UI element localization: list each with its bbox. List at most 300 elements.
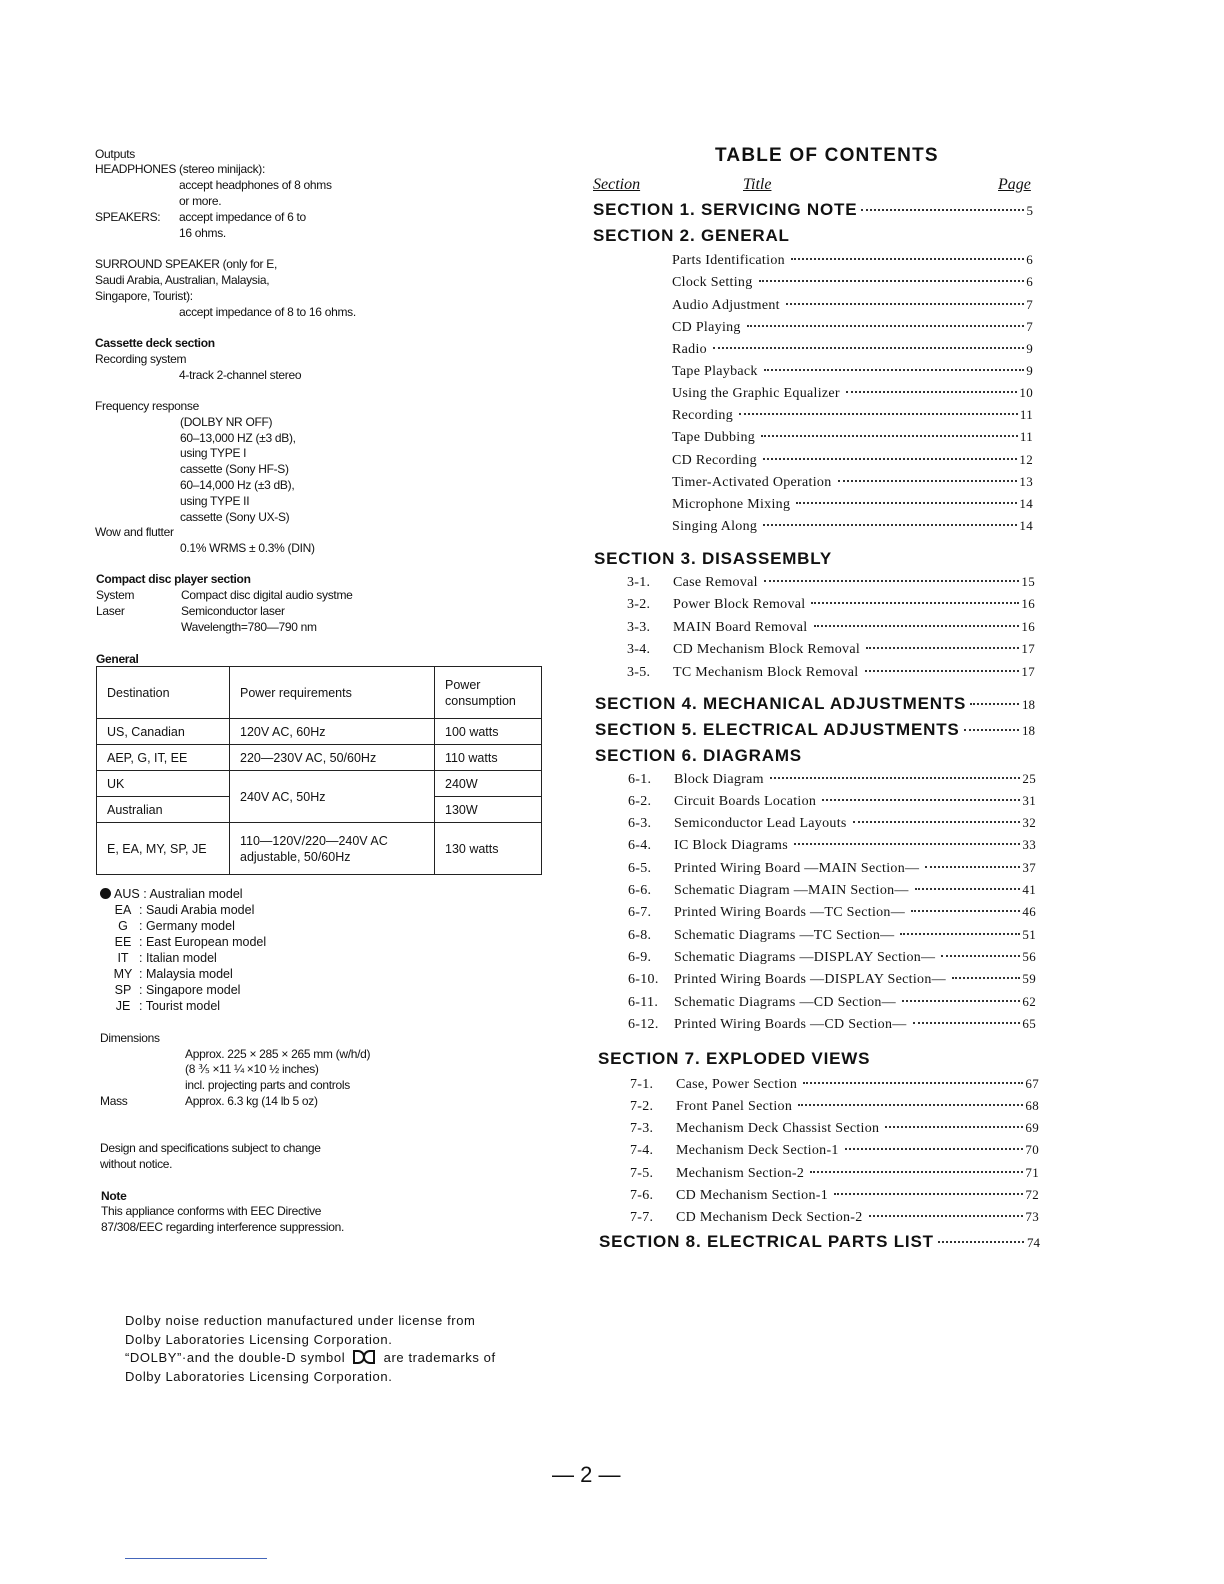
toc-item-title: Schematic Diagrams —TC Section—: [674, 928, 895, 943]
dot-leader: [925, 866, 1020, 868]
toc-item[interactable]: [672, 297, 1033, 314]
table-header: Destination: [97, 667, 230, 719]
dot-leader: [952, 977, 1020, 979]
frequency-line: cassette (Sony UX-S): [180, 510, 290, 524]
legend-desc: : East European model: [139, 935, 267, 949]
toc-page: 56: [1022, 949, 1036, 964]
toc-item[interactable]: [627, 596, 1035, 613]
legend-desc: : Tourist model: [139, 999, 221, 1013]
dot-leader: [763, 458, 1018, 460]
toc-item[interactable]: [627, 664, 1035, 681]
dot-leader: [865, 670, 1020, 672]
dot-leader: [869, 1215, 1024, 1217]
toc-item-title: Case, Power Section: [676, 1077, 798, 1092]
frequency-line: 60–13,000 HZ (±3 dB),: [180, 431, 296, 445]
toc-item-title: Tape Playback: [672, 364, 758, 379]
toc-item[interactable]: [630, 1165, 1039, 1182]
toc-item-title: Block Diagram: [674, 772, 764, 787]
toc-item-number: 7-6.: [630, 1188, 654, 1203]
toc-item-number: 3-4.: [627, 642, 651, 657]
legend-item: [100, 902, 254, 918]
toc-section-label: SECTION 1. SERVICING NOTE: [593, 200, 858, 219]
legend-item: [100, 982, 240, 998]
dot-leader: [814, 625, 1020, 627]
footer-divider: [125, 1558, 267, 1559]
toc-page: 74: [1027, 1235, 1040, 1250]
legend-code: MY: [113, 967, 133, 981]
dot-leader: [794, 843, 1020, 845]
table-cell: 100 watts: [435, 719, 542, 745]
toc-item[interactable]: [672, 385, 1033, 402]
toc-page: 71: [1025, 1165, 1039, 1180]
surround-label: SURROUND SPEAKER (only for E,: [95, 257, 278, 271]
toc-item-title: Schematic Diagrams —CD Section—: [674, 995, 896, 1010]
toc-page: 14: [1019, 518, 1033, 533]
toc-item-title: CD Mechanism Section-1: [676, 1188, 829, 1203]
toc-page: 13: [1019, 474, 1033, 489]
toc-item[interactable]: [672, 319, 1033, 336]
toc-page: 5: [1026, 203, 1033, 218]
design-note: Design and specifications subject to change: [100, 1141, 321, 1155]
toc-item[interactable]: [628, 1016, 1036, 1033]
toc-item-title: Mechanism Deck Section-1: [676, 1143, 839, 1158]
toc-item-title: CD Playing: [672, 320, 741, 335]
dot-leader: [900, 933, 1020, 935]
legend-code: G: [118, 919, 128, 933]
headphones-value-cont: or more.: [179, 194, 222, 208]
toc-page: 69: [1025, 1120, 1039, 1135]
frequency-line: 60–14,000 Hz (±3 dB),: [180, 478, 295, 492]
table-cell: [230, 823, 435, 875]
toc-item-title: Printed Wiring Boards —DISPLAY Section—: [674, 972, 946, 987]
toc-item-title: Case Removal: [673, 575, 758, 590]
toc-item-number: 6-4.: [628, 838, 652, 853]
toc-column-section: Section: [593, 176, 641, 193]
mass-value: Approx. 6.3 kg (14 lb 5 oz): [185, 1094, 318, 1108]
toc-item-number: 6-9.: [628, 950, 652, 965]
toc-page: 7: [1026, 319, 1033, 334]
table-cell: E, EA, MY, SP, JE: [97, 823, 230, 875]
dolby-line: Dolby Laboratories Licensing Corporation.: [125, 1332, 393, 1347]
toc-page: 72: [1025, 1187, 1039, 1202]
table-cell: Australian: [97, 797, 230, 823]
toc-item-number: 6-2.: [628, 794, 652, 809]
legend-desc: : Germany model: [139, 919, 235, 933]
dot-leader: [970, 703, 1019, 705]
toc-section-8[interactable]: [599, 1232, 1040, 1252]
toc-item-number: 3-5.: [627, 665, 651, 680]
toc-item-title: Printed Wiring Boards —CD Section—: [674, 1017, 907, 1032]
toc-page: 16: [1021, 596, 1035, 611]
dot-leader: [810, 1171, 1023, 1173]
toc-item[interactable]: [672, 452, 1033, 469]
toc-page: 17: [1021, 641, 1035, 656]
legend-code: EA: [114, 903, 132, 917]
toc-section-label: SECTION 3. DISASSEMBLY: [594, 549, 833, 568]
page-number: — 2 —: [552, 1462, 621, 1487]
dot-leader: [811, 602, 1019, 604]
dot-leader: [798, 1104, 1023, 1106]
dot-leader: [786, 303, 1024, 305]
note-heading: Note: [101, 1189, 127, 1203]
toc-item[interactable]: [627, 641, 1035, 658]
toc-item-title: TC Mechanism Block Removal: [673, 665, 859, 680]
table-cell: 240V AC, 50Hz: [230, 771, 435, 823]
dot-leader: [803, 1082, 1023, 1084]
toc-item-number: 7-7.: [630, 1210, 654, 1225]
toc-page: 6: [1026, 274, 1033, 289]
dot-leader: [913, 1022, 1021, 1024]
dolby-trademark-text-cont: are trademarks of: [383, 1350, 496, 1365]
legend-code: SP: [114, 983, 132, 997]
toc-column-title: Title: [743, 176, 772, 193]
dot-leader: [964, 729, 1019, 731]
toc-page: 11: [1019, 407, 1033, 422]
dimensions-inches: (8 ⅗ ×11 ¼ ×10 ½ inches): [185, 1062, 319, 1076]
toc-item-title: Using the Graphic Equalizer: [672, 386, 840, 401]
toc-item-number: 6-5.: [628, 861, 652, 876]
toc-page: 37: [1022, 860, 1036, 875]
toc-item-title: Recording: [672, 408, 734, 423]
legend-code: EE: [114, 935, 132, 949]
wavelength-value: Wavelength=780—790 nm: [181, 620, 317, 634]
toc-item-title: Power Block Removal: [673, 597, 806, 612]
dot-leader: [791, 258, 1024, 260]
toc-item-number: 3-1.: [627, 575, 651, 590]
table-row: [97, 771, 542, 797]
table-cell: 120V AC, 60Hz: [230, 719, 435, 745]
dot-leader: [713, 347, 1024, 349]
toc-page: 65: [1022, 1016, 1036, 1031]
dot-leader: [759, 280, 1025, 282]
toc-item[interactable]: [628, 994, 1036, 1011]
dolby-line: [125, 1350, 496, 1367]
toc-section-5[interactable]: [595, 720, 1035, 740]
toc-item[interactable]: [630, 1187, 1039, 1204]
dot-leader: [866, 647, 1019, 649]
frequency-line: cassette (Sony HF-S): [180, 462, 289, 476]
general-heading: General: [96, 652, 139, 666]
toc-page: 9: [1026, 341, 1033, 356]
toc-item-title: Semiconductor Lead Layouts: [674, 816, 847, 831]
table-cell: UK: [97, 771, 230, 797]
legend-desc: : Malaysia model: [139, 967, 233, 981]
toc-section-label: SECTION 7. EXPLODED VIEWS: [598, 1049, 871, 1068]
dot-leader: [761, 435, 1018, 437]
dot-leader: [747, 325, 1024, 327]
surround-label-cont: Saudi Arabia, Australian, Malaysia,: [95, 273, 270, 287]
recording-label: Recording system: [95, 352, 187, 366]
dot-leader: [739, 413, 1018, 415]
table-cell: AEP, G, IT, EE: [97, 745, 230, 771]
laser-label: Laser: [96, 604, 125, 618]
dolby-line: Dolby noise reduction manufactured under license from: [125, 1313, 476, 1328]
toc-item-number: 6-11.: [628, 995, 659, 1010]
table-row: [97, 745, 542, 771]
dot-leader: [845, 1148, 1024, 1150]
toc-item[interactable]: [628, 860, 1036, 877]
toc-item-title: Radio: [672, 342, 707, 357]
note-text: This appliance conforms with EEC Directive: [101, 1204, 322, 1218]
dimensions-value: Approx. 225 × 285 × 265 mm (w/h/d): [185, 1047, 371, 1061]
toc-item-number: 6-7.: [628, 905, 652, 920]
toc-item-title: Schematic Diagram —MAIN Section—: [674, 883, 909, 898]
toc-section-label: SECTION 5. ELECTRICAL ADJUSTMENTS: [595, 720, 960, 739]
toc-item[interactable]: [672, 518, 1033, 535]
wow-value: 0.1% WRMS ± 0.3% (DIN): [180, 541, 315, 555]
dot-leader: [822, 799, 1020, 801]
toc-section-1[interactable]: [593, 200, 1033, 220]
toc-section-label: SECTION 6. DIAGRAMS: [595, 746, 802, 765]
table-cell: 110 watts: [435, 745, 542, 771]
table-cell: US, Canadian: [97, 719, 230, 745]
toc-item[interactable]: [630, 1209, 1039, 1226]
surround-value: accept impedance of 8 to 16 ohms.: [179, 305, 356, 319]
legend-item: [100, 918, 235, 934]
legend-code: AUS: [114, 887, 140, 901]
headphones-label: HEADPHONES (stereo minijack):: [95, 162, 266, 176]
headphones-value: accept headphones of 8 ohms: [179, 178, 332, 192]
toc-page: 25: [1022, 771, 1036, 786]
dot-leader: [902, 1000, 1020, 1002]
toc-page: 14: [1019, 496, 1033, 511]
toc-section-label: SECTION 4. MECHANICAL ADJUSTMENTS: [595, 694, 967, 713]
toc-page: 18: [1022, 723, 1035, 738]
speakers-label: SPEAKERS:: [95, 210, 161, 224]
cassette-heading: Cassette deck section: [95, 336, 215, 350]
table-header: Power requirements: [230, 667, 435, 719]
toc-item-number: 6-3.: [628, 816, 652, 831]
toc-item-title: Parts Identification: [672, 253, 785, 268]
laser-value: Semiconductor laser: [181, 604, 285, 618]
toc-item-title: Printed Wiring Board —MAIN Section—: [674, 861, 920, 876]
toc-item[interactable]: [628, 971, 1036, 988]
note-text-cont: 87/308/EEC regarding interference suppression.: [101, 1220, 345, 1234]
toc-item-title: Audio Adjustment: [672, 298, 780, 313]
toc-page: 33: [1022, 837, 1036, 852]
toc-item-number: 7-3.: [630, 1121, 654, 1136]
toc-item-number: 6-1.: [628, 772, 652, 787]
toc-item[interactable]: [628, 771, 1036, 788]
toc-item-title: Mechanism Section-2: [676, 1166, 805, 1181]
frequency-line: using TYPE II: [180, 494, 250, 508]
legend-code: IT: [117, 951, 129, 965]
dolby-trademark-text: “DOLBY”·and the double-D symbol: [125, 1350, 346, 1365]
toc-item[interactable]: [630, 1120, 1039, 1137]
toc-item-title: Circuit Boards Location: [674, 794, 817, 809]
toc-item[interactable]: [630, 1076, 1039, 1093]
toc-item-number: 6-8.: [628, 928, 652, 943]
toc-item-title: MAIN Board Removal: [673, 620, 808, 635]
toc-section-2[interactable]: [593, 226, 790, 246]
frequency-label: Frequency response: [95, 399, 199, 413]
system-label: System: [96, 588, 135, 602]
toc-page: 18: [1022, 697, 1035, 712]
mass-label: Mass: [100, 1094, 128, 1108]
toc-item-number: 3-2.: [627, 597, 651, 612]
dimensions-note: incl. projecting parts and controls: [185, 1078, 350, 1092]
toc-page: 9: [1026, 363, 1033, 378]
toc-item-number: 7-2.: [630, 1099, 654, 1114]
legend-item: [100, 966, 233, 982]
toc-page: 12: [1019, 452, 1033, 467]
table-row: [97, 823, 542, 875]
legend-item: [100, 886, 243, 902]
dot-leader: [938, 1241, 1024, 1243]
table-cell: 220—230V AC, 50/60Hz: [230, 745, 435, 771]
toc-section-label: SECTION 8. ELECTRICAL PARTS LIST: [599, 1232, 934, 1251]
toc-item[interactable]: [672, 341, 1033, 358]
toc-item[interactable]: [628, 949, 1036, 966]
toc-section-3[interactable]: [594, 549, 832, 569]
toc-item[interactable]: [628, 927, 1036, 944]
table-header-row: [97, 667, 542, 719]
system-value: Compact disc digital audio systme: [181, 588, 353, 602]
cd-heading: Compact disc player section: [96, 572, 251, 586]
toc-item[interactable]: [672, 252, 1033, 269]
toc-item-number: 3-3.: [627, 620, 651, 635]
dot-leader: [861, 209, 1023, 211]
outputs-label: Outputs: [95, 147, 135, 161]
toc-item[interactable]: [672, 496, 1033, 513]
toc-page: 41: [1022, 882, 1036, 897]
toc-item-title: Schematic Diagrams —DISPLAY Section—: [674, 950, 936, 965]
bullet-icon: [100, 888, 111, 899]
toc-section-4[interactable]: [595, 694, 1035, 714]
toc-item[interactable]: [672, 429, 1033, 446]
speakers-value-cont: 16 ohms.: [179, 226, 226, 240]
dot-leader: [834, 1193, 1023, 1195]
toc-item[interactable]: [628, 882, 1036, 899]
dot-leader: [763, 524, 1017, 526]
power-table: [96, 666, 542, 875]
frequency-line: using TYPE I: [180, 446, 247, 460]
toc-page: 6: [1026, 252, 1033, 267]
toc-item[interactable]: [628, 815, 1036, 832]
toc-item[interactable]: [628, 793, 1036, 810]
toc-page: 59: [1022, 971, 1036, 986]
speakers-value: accept impedance of 6 to: [179, 210, 306, 224]
toc-page: 15: [1021, 574, 1035, 589]
toc-item[interactable]: [628, 837, 1036, 854]
toc-item-title: Tape Dubbing: [672, 430, 756, 445]
dot-leader: [941, 955, 1020, 957]
toc-item-number: 6-12.: [628, 1017, 659, 1032]
toc-item-title: Microphone Mixing: [672, 497, 791, 512]
toc-page: 68: [1025, 1098, 1039, 1113]
toc-page: 31: [1022, 793, 1036, 808]
table-cell: 130 watts: [435, 823, 542, 875]
toc-item[interactable]: [630, 1142, 1039, 1159]
legend-desc: : Australian model: [143, 887, 243, 901]
dot-leader: [796, 502, 1017, 504]
toc-page: 70: [1025, 1142, 1039, 1157]
toc-item[interactable]: [672, 474, 1033, 491]
recording-value: 4-track 2-channel stereo: [179, 368, 302, 382]
toc-item[interactable]: [627, 574, 1035, 591]
table-cell: 130W: [435, 797, 542, 823]
legend-code: JE: [115, 999, 131, 1013]
toc-item[interactable]: [628, 904, 1036, 921]
toc-item-title: Timer-Activated Operation: [672, 475, 832, 490]
legend-desc: : Italian model: [139, 951, 217, 965]
legend-item: [100, 998, 220, 1014]
toc-item-number: 6-6.: [628, 883, 652, 898]
table-header: Power consumption: [435, 667, 542, 719]
legend-desc: : Singapore model: [139, 983, 241, 997]
toc-item[interactable]: [672, 363, 1033, 380]
table-cell-line: 110—120V/220—240V AC: [240, 833, 388, 848]
toc-item-title: IC Block Diagrams: [674, 838, 788, 853]
toc-item-title: Printed Wiring Boards —TC Section—: [674, 905, 906, 920]
legend-item: [100, 950, 217, 966]
toc-page: 32: [1022, 815, 1036, 830]
dimensions-label: Dimensions: [100, 1031, 160, 1045]
toc-item[interactable]: [672, 274, 1033, 291]
dot-leader: [764, 369, 1024, 371]
table-row: [97, 719, 542, 745]
legend-item: [100, 934, 266, 950]
table-cell: 240W: [435, 771, 542, 797]
surround-label-cont2: Singapore, Tourist):: [95, 289, 193, 303]
dot-leader: [911, 910, 1020, 912]
toc-section-7[interactable]: [598, 1049, 870, 1069]
toc-section-label: SECTION 2. GENERAL: [593, 226, 790, 245]
toc-page: 16: [1021, 619, 1035, 634]
toc-item-number: 7-5.: [630, 1166, 654, 1181]
toc-item-title: CD Recording: [672, 453, 757, 468]
toc-page: 46: [1022, 904, 1036, 919]
toc-item-title: CD Mechanism Block Removal: [673, 642, 861, 657]
dot-leader: [770, 777, 1021, 779]
toc-item-title: Mechanism Deck Chassist Section: [676, 1121, 880, 1136]
toc-page: 62: [1022, 994, 1036, 1009]
dot-leader: [915, 888, 1021, 890]
wow-label: Wow and flutter: [95, 525, 174, 539]
toc-page: 51: [1022, 927, 1036, 942]
dot-leader: [764, 580, 1020, 582]
dolby-line: Dolby Laboratories Licensing Corporation.: [125, 1369, 393, 1384]
toc-item-title: Clock Setting: [672, 275, 753, 290]
frequency-line: (DOLBY NR OFF): [180, 415, 273, 429]
toc-page: 73: [1025, 1209, 1039, 1224]
toc-page: 11: [1019, 429, 1033, 444]
toc-item-title: Singing Along: [672, 519, 758, 534]
dot-leader: [838, 480, 1018, 482]
toc-page: 67: [1025, 1076, 1039, 1091]
toc-item-title: CD Mechanism Deck Section-2: [676, 1210, 863, 1225]
dot-leader: [846, 391, 1018, 393]
table-cell-line: adjustable, 50/60Hz: [240, 849, 351, 864]
toc-item-title: Front Panel Section: [676, 1099, 793, 1114]
dot-leader: [885, 1126, 1023, 1128]
toc-page: 7: [1026, 297, 1033, 312]
toc-page: 10: [1019, 385, 1033, 400]
legend-desc: : Saudi Arabia model: [139, 903, 255, 917]
toc-section-6[interactable]: [595, 746, 802, 766]
toc-page: 17: [1021, 664, 1035, 679]
toc-item[interactable]: [627, 619, 1035, 636]
toc-item-number: 7-1.: [630, 1077, 654, 1092]
double-d-icon: [353, 1350, 375, 1367]
design-note-cont: without notice.: [100, 1157, 173, 1171]
toc-item[interactable]: [672, 407, 1033, 424]
toc-item-number: 6-10.: [628, 972, 659, 987]
toc-title: TABLE OF CONTENTS: [715, 145, 939, 166]
dot-leader: [853, 821, 1021, 823]
toc-item[interactable]: [630, 1098, 1039, 1115]
toc-item-number: 7-4.: [630, 1143, 654, 1158]
